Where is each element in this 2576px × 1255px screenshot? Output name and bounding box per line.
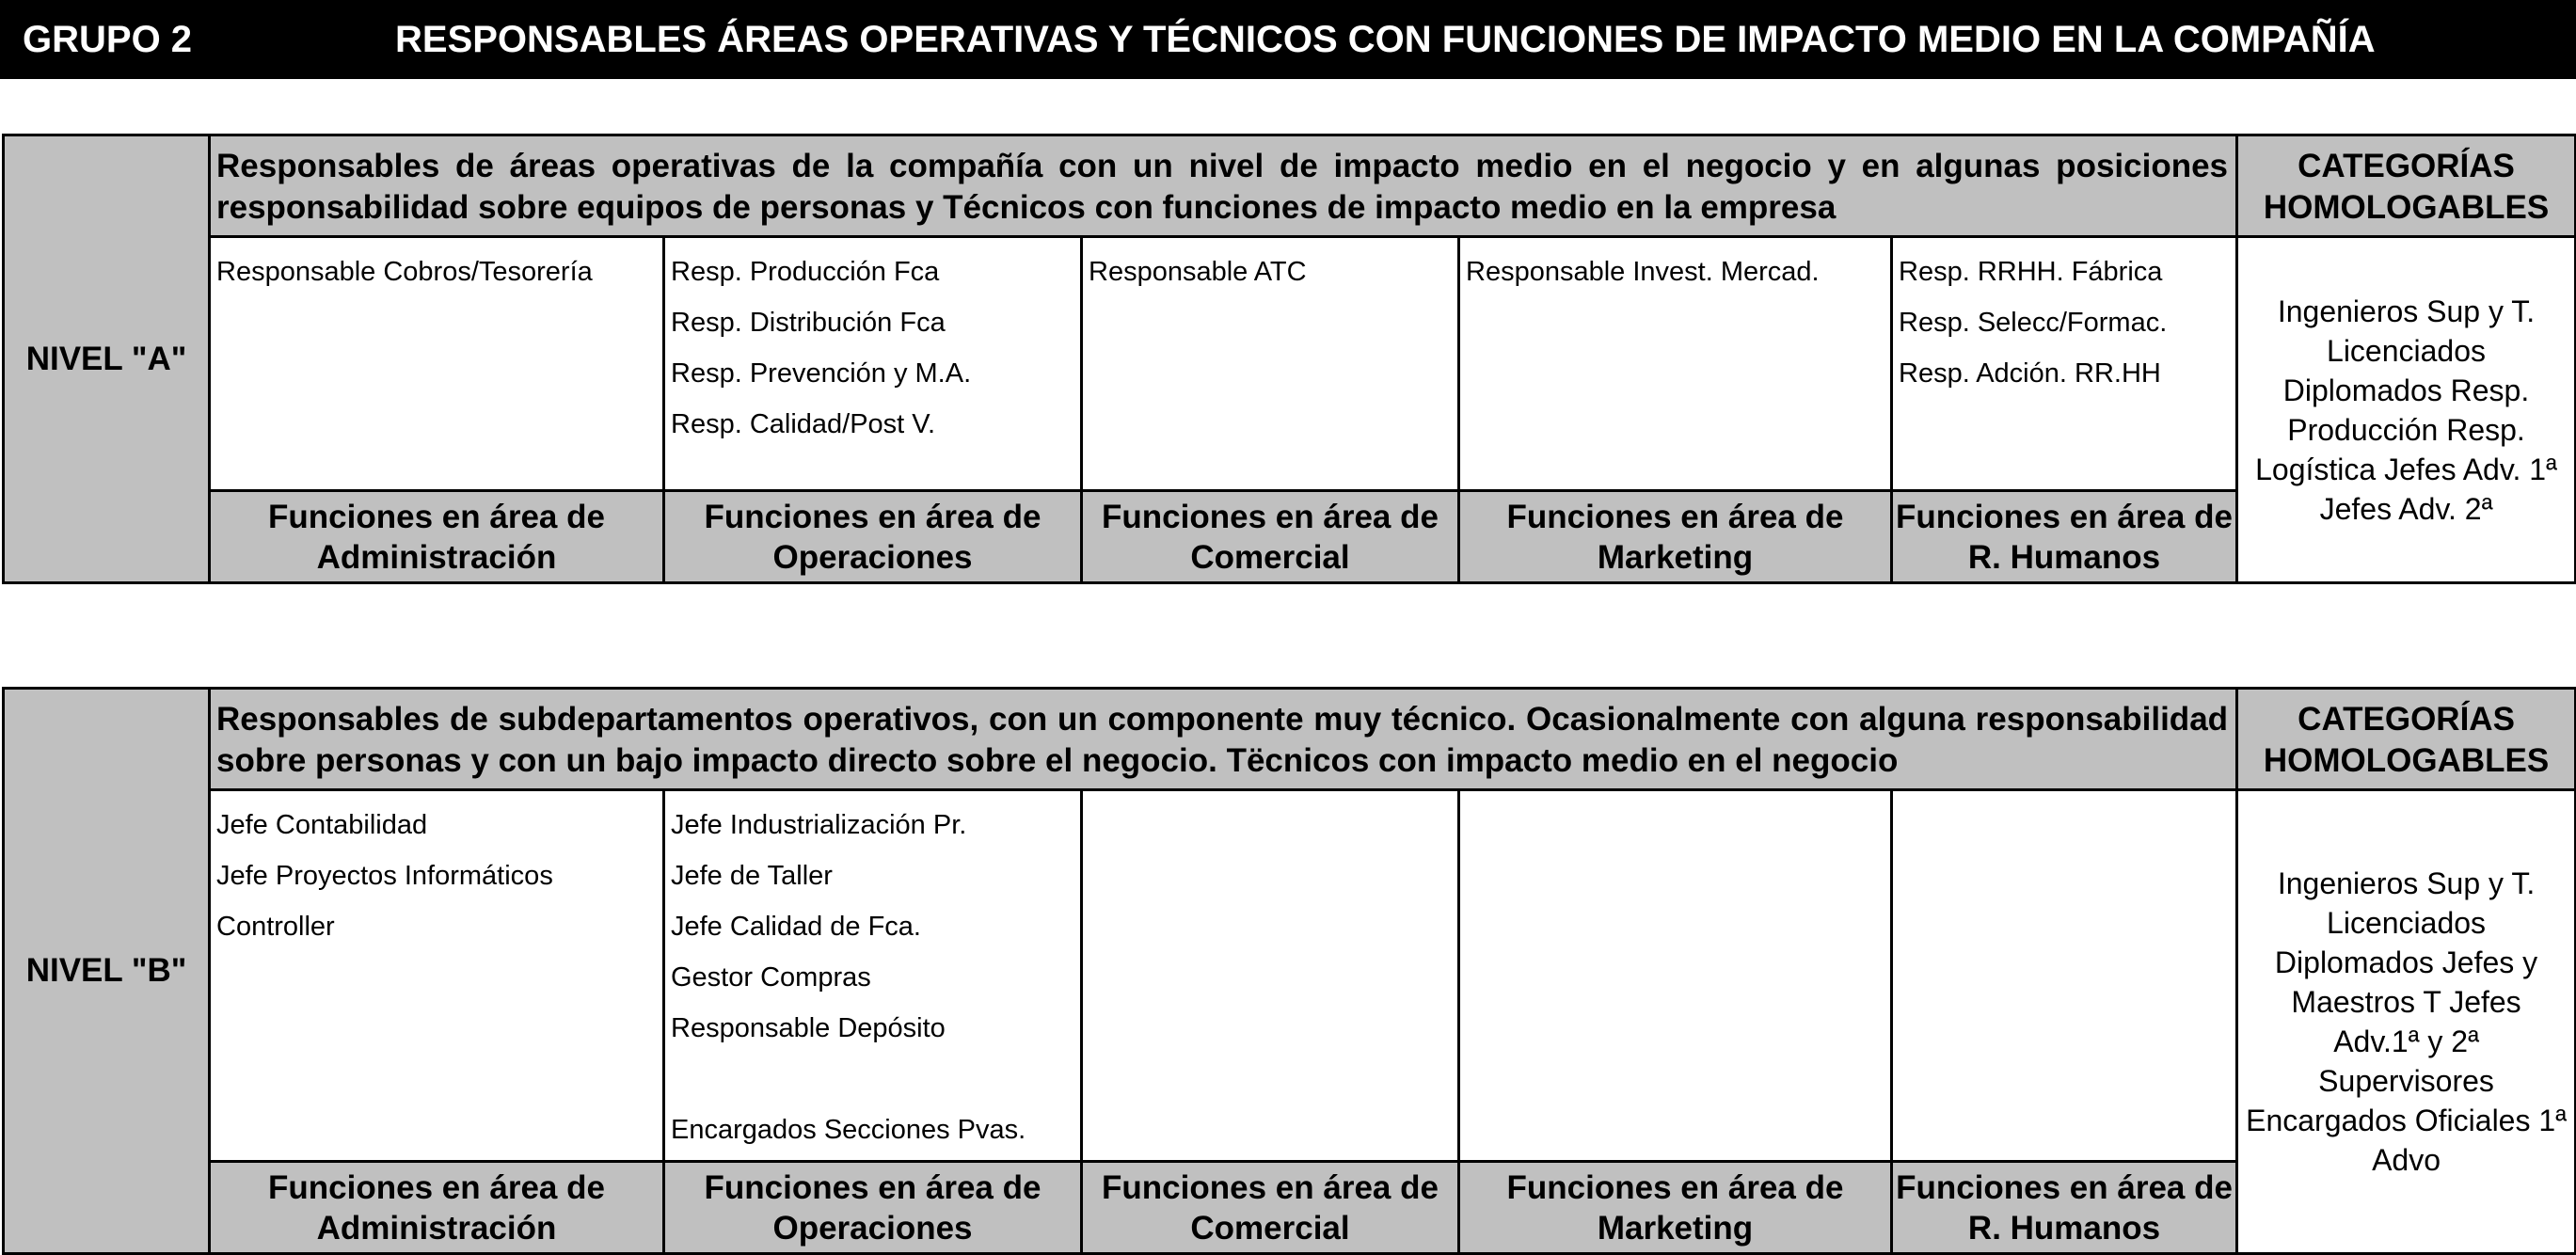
function-marketing: Funciones en área de Marketing xyxy=(1459,491,1892,583)
role-item: Resp. Adción. RR.HH xyxy=(1899,358,2161,389)
roles-marketing xyxy=(1459,237,1892,491)
role-item: Jefe Proyectos Informáticos xyxy=(216,861,553,891)
function-comercial: Funciones en área de Comercial xyxy=(1082,1162,1459,1254)
roles-administracion xyxy=(210,237,664,491)
roles-rrhh xyxy=(1892,790,2237,1162)
role-item: Gestor Compras xyxy=(671,962,871,993)
role-item: Jefe Industrialización Pr. xyxy=(671,810,967,840)
categories-list: Ingenieros Sup y T. Licenciados Diplomados Jefes y Maestros T Jefes Adv.1ª y 2ª Supervisores Encargados Oficiales 1ª Advo xyxy=(2237,790,2576,1254)
function-administracion: Funciones en área de Administración xyxy=(210,1162,664,1254)
function-marketing: Funciones en área de Marketing xyxy=(1459,1162,1892,1254)
role-item: Responsable Invest. Mercad. xyxy=(1466,257,1820,287)
level-description: Responsables de áreas operativas de la compañía con un nivel de impacto medio en el negocio y en algunas posiciones responsabilidad sobre equipos de personas y Técnicos con funciones de impacto medio en la empresa xyxy=(210,135,2237,237)
role-item: Responsable Cobros/Tesorería xyxy=(216,257,593,287)
role-item: Jefe Contabilidad xyxy=(216,810,428,840)
roles-rrhh xyxy=(1892,237,2237,491)
level-a-table xyxy=(2,134,2576,584)
function-comercial: Funciones en área de Comercial xyxy=(1082,491,1459,583)
roles-operaciones xyxy=(664,237,1082,491)
role-item: Controller xyxy=(216,912,335,942)
role-item: Resp. RRHH. Fábrica xyxy=(1899,257,2163,287)
role-item: Responsable ATC xyxy=(1089,257,1307,287)
group-label: GRUPO 2 xyxy=(23,19,193,60)
role-item: Resp. Producción Fca xyxy=(671,257,940,287)
level-b-table xyxy=(2,687,2576,1255)
role-item: Encargados Secciones Pvas. xyxy=(671,1115,1026,1145)
function-rrhh: Funciones en área de R. Humanos xyxy=(1892,1162,2237,1254)
role-item: Jefe Calidad de Fca. xyxy=(671,912,921,942)
roles-operaciones xyxy=(664,790,1082,1162)
categories-header: CATEGORÍAS HOMOLOGABLES xyxy=(2237,135,2576,237)
role-item: Responsable Depósito xyxy=(671,1013,946,1043)
categories-list: Ingenieros Sup y T. Licenciados Diplomados Resp. Producción Resp. Logística Jefes Adv. 1ª Jefes Adv. 2ª xyxy=(2237,237,2576,583)
role-item: Resp. Distribución Fca xyxy=(671,308,946,338)
roles-administracion xyxy=(210,790,664,1162)
level-description: Responsables de subdepartamentos operativos, con un componente muy técnico. Ocasionalmente con alguna responsabilidad sobre personas y con un bajo impacto directo sobre el negocio. Tëcnicos con impacto medio en el negocio xyxy=(210,689,2237,790)
role-item xyxy=(671,1058,1076,1109)
role-item: Resp. Selecc/Formac. xyxy=(1899,308,2168,338)
role-item: Resp. Calidad/Post V. xyxy=(671,409,936,439)
roles-comercial xyxy=(1082,790,1459,1162)
role-item: Jefe de Taller xyxy=(671,861,833,891)
roles-comercial xyxy=(1082,237,1459,491)
level-label: NIVEL "B" xyxy=(4,689,210,1254)
function-administracion: Funciones en área de Administración xyxy=(210,491,664,583)
function-operaciones: Funciones en área de Operaciones xyxy=(664,491,1082,583)
role-item: Resp. Prevención y M.A. xyxy=(671,358,972,389)
categories-header: CATEGORÍAS HOMOLOGABLES xyxy=(2237,689,2576,790)
page-title: RESPONSABLES ÁREAS OPERATIVAS Y TÉCNICOS CON FUNCIONES DE IMPACTO MEDIO EN LA COMPAÑÍA xyxy=(395,19,2376,60)
level-label: NIVEL "A" xyxy=(4,135,210,583)
roles-marketing xyxy=(1459,790,1892,1162)
function-rrhh: Funciones en área de R. Humanos xyxy=(1892,491,2237,583)
page-header xyxy=(0,0,2576,79)
function-operaciones: Funciones en área de Operaciones xyxy=(664,1162,1082,1254)
